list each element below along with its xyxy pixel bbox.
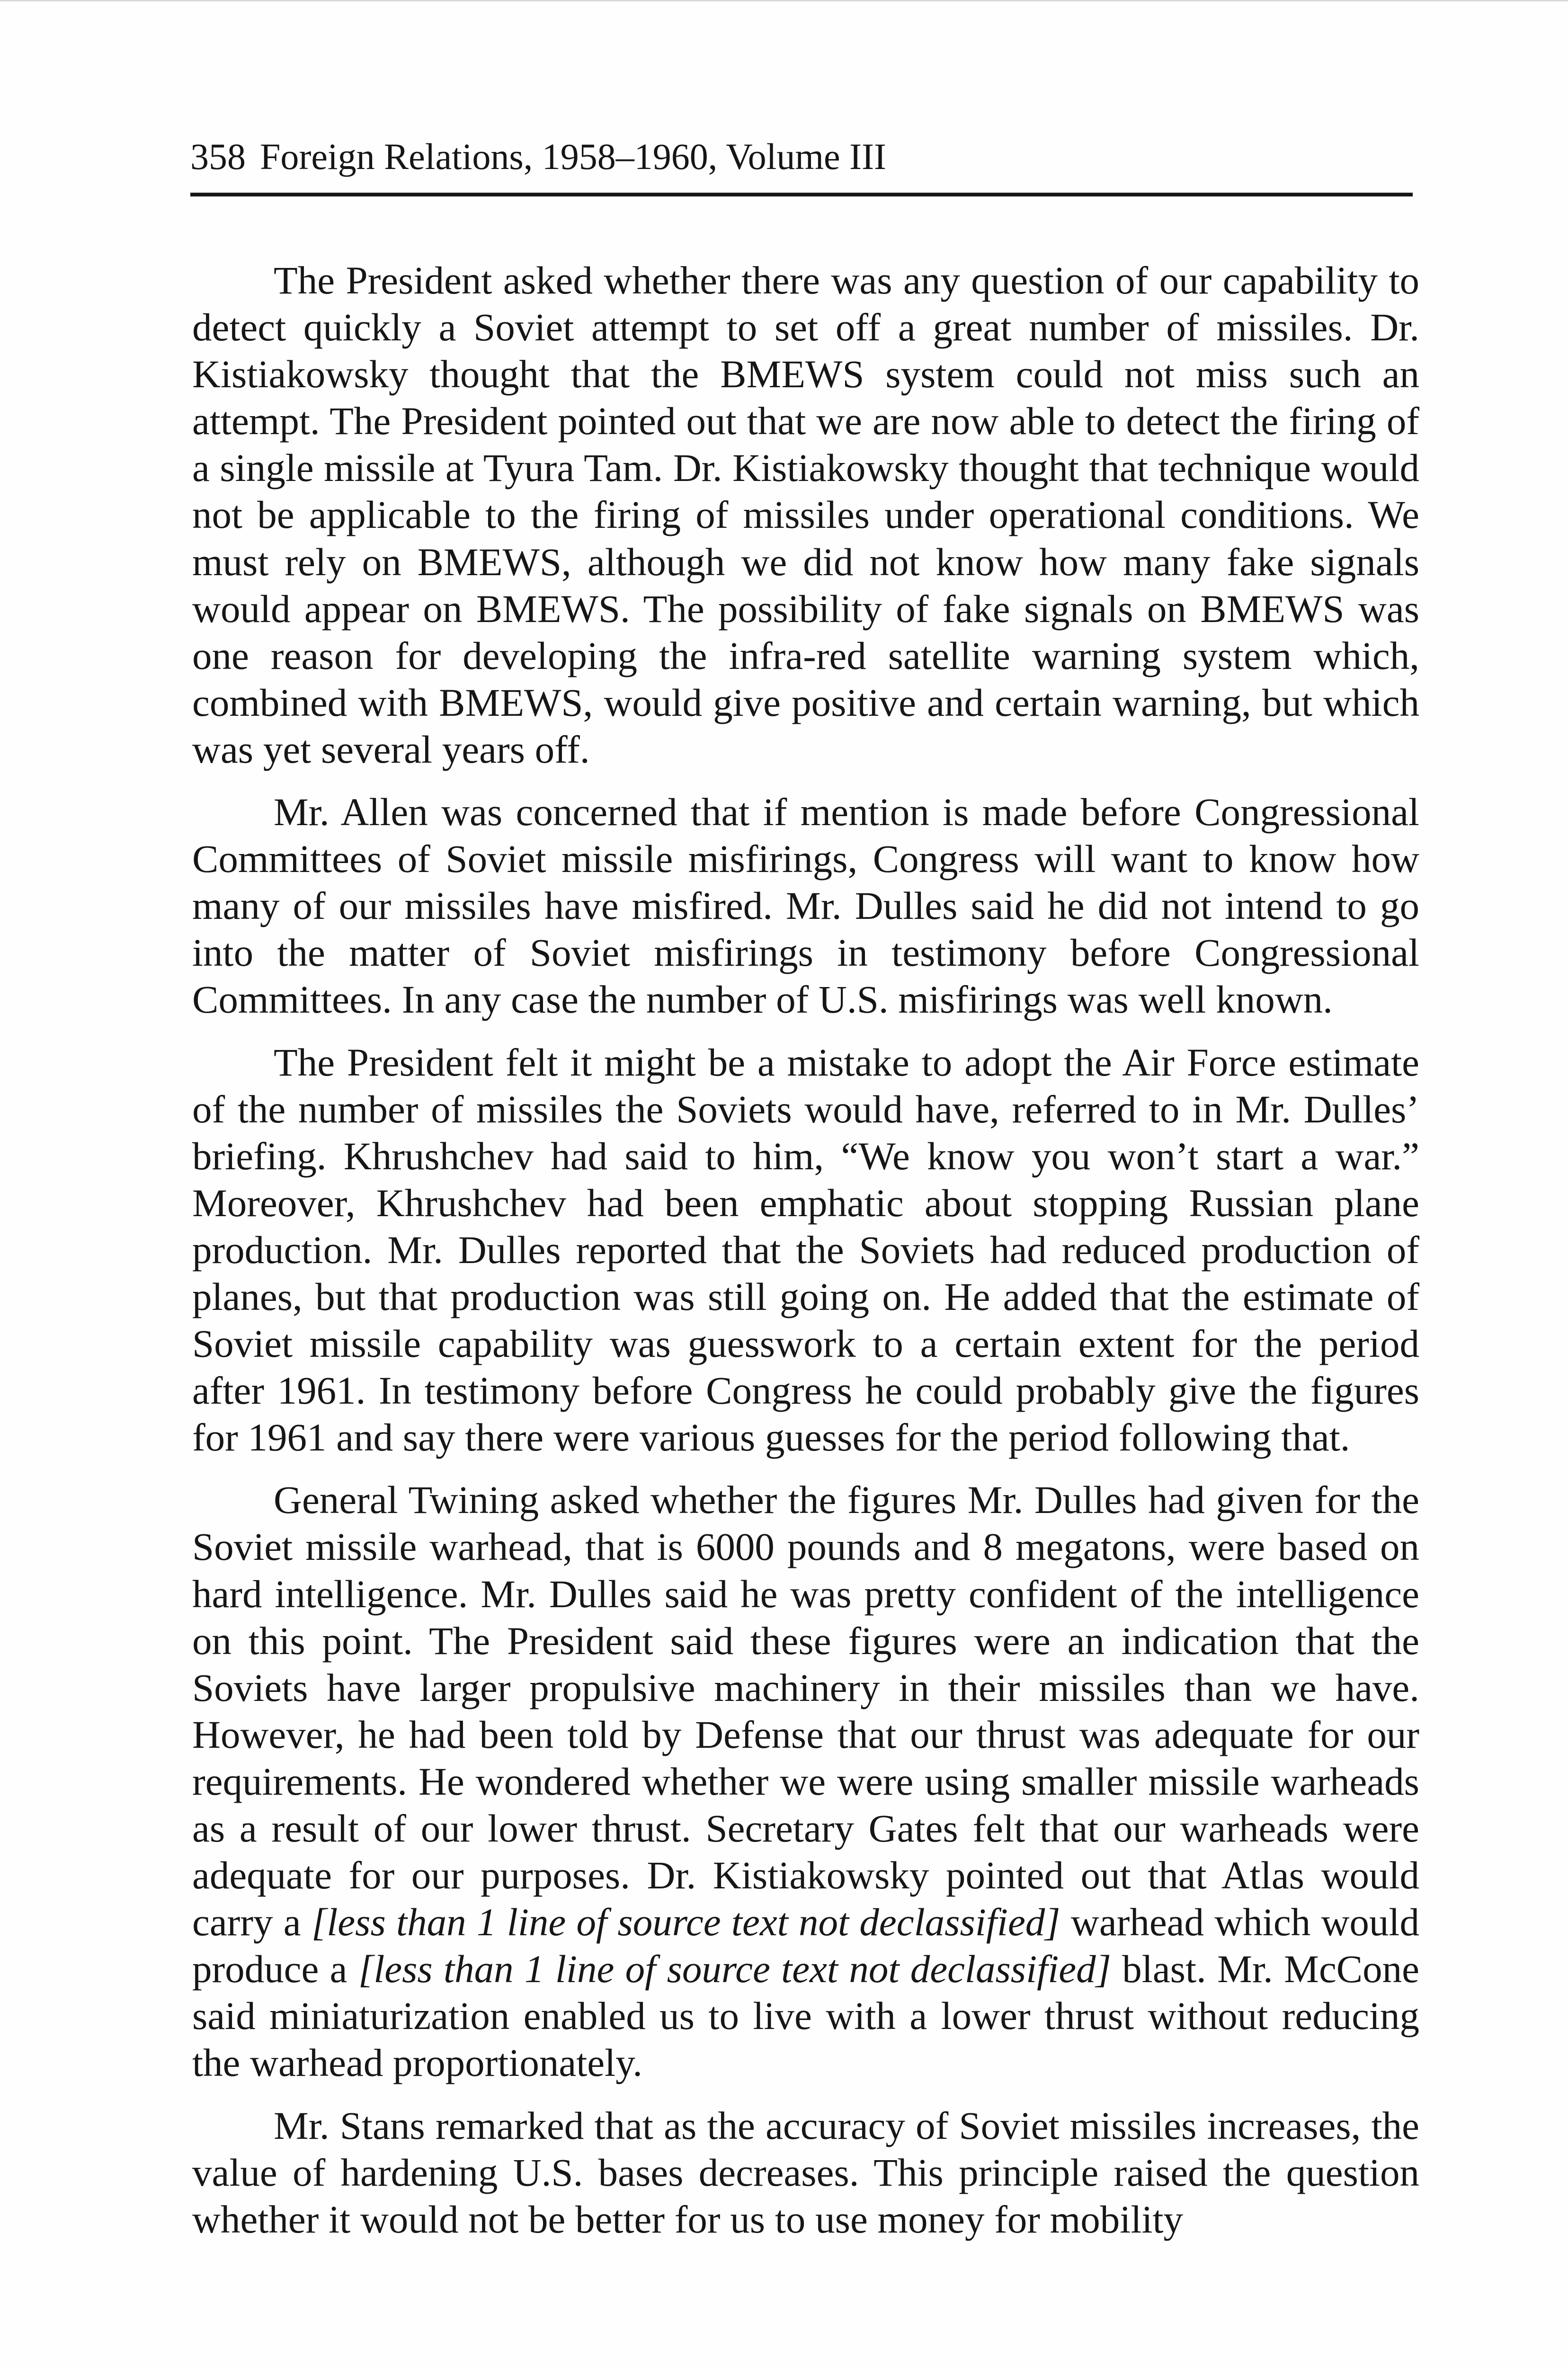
paragraph-4-text-before: General Twining asked whether the figures Mr. Dulles had given for the Soviet missile warhead, that is 6000 pounds and 8 megatons, were based on hard intelligence. Mr. Dulles said he was pretty confident of the intelligence on this point. The President said these figures were an indication that the Soviets have larger propulsive machinery in their missiles than we have. However, he had been told by Defense that our thrust was adequate for our requirements. He wondered whether we were using smaller missile warheads as a result of our lower thrust. Secretary Gates felt that our warheads were adequate for our purposes. Dr. Kistiakowsky pointed out that Atlas would carry a	[192, 1478, 1419, 1944]
paragraph-5: Mr. Stans remarked that as the accuracy of Soviet missiles increases, the value of hardening U.S. bases decreases. This principle raised the question whether it would not be better for us to use money for mobility	[192, 2103, 1419, 2241]
paragraph-4-text-after: blast. Mr. McCone said miniaturization enabled us to live with a lower thrust without reducing the warhead proportionately.	[192, 1947, 1419, 2085]
running-head-title: Foreign Relations, 1958–1960, Volume III	[260, 136, 887, 177]
page-edge-rule	[0, 0, 1568, 1]
header-rule	[190, 193, 1413, 196]
paragraph-4	[192, 1477, 1419, 2086]
paragraph-4-text-middle: warhead which would produce a	[192, 1900, 1419, 1991]
paragraph-1: The President asked whether there was any question of our capability to detect quickly a Soviet attempt to set off a great number of missiles. Dr. Kistiakowsky thought that the BMEWS system could not miss such an attempt. The President pointed out that we are now able to detect the firing of a single missile at Tyura Tam. Dr. Kistiakowsky thought that technique would not be applicable to the firing of missiles under operational conditions. We must rely on BMEWS, although we did not know how many fake signals would appear on BMEWS. The possibility of fake signals on BMEWS was one reason for developing the infra-red satellite warning system which, combined with BMEWS, would give positive and certain warning, but which was yet several years off.	[192, 258, 1419, 771]
paragraph-2: Mr. Allen was concerned that if mention is made before Congressional Committees of Soviet missile misfirings, Congress will want to know how many of our missiles have misfired. Mr. Dulles said he did not intend to go into the matter of Soviet misfirings in testimony before Congressional Committees. In any case the number of U.S. misfirings was well known.	[192, 790, 1419, 1022]
redaction-note-1: [less than 1 line of source text not declassified]	[311, 1900, 1060, 1944]
running-head	[190, 138, 886, 175]
body-text	[192, 257, 1419, 2243]
redaction-note-2: [less than 1 line of source text not declassified]	[358, 1947, 1111, 1991]
page-number: 358	[190, 136, 246, 177]
paragraph-3: The President felt it might be a mistake to adopt the Air Force estimate of the number of missiles the Soviets would have, referred to in Mr. Dulles’ briefing. Khrushchev had said to him, “We know you won’t start a war.” Moreover, Khrushchev had been emphatic about stopping Russian plane production. Mr. Dulles reported that the Soviets had reduced production of planes, but that production was still going on. He added that the estimate of Soviet missile capability was guesswork to a certain extent for the period after 1961. In testimony before Congress he could probably give the figures for 1961 and say there were various guesses for the period following that.	[192, 1040, 1419, 1459]
